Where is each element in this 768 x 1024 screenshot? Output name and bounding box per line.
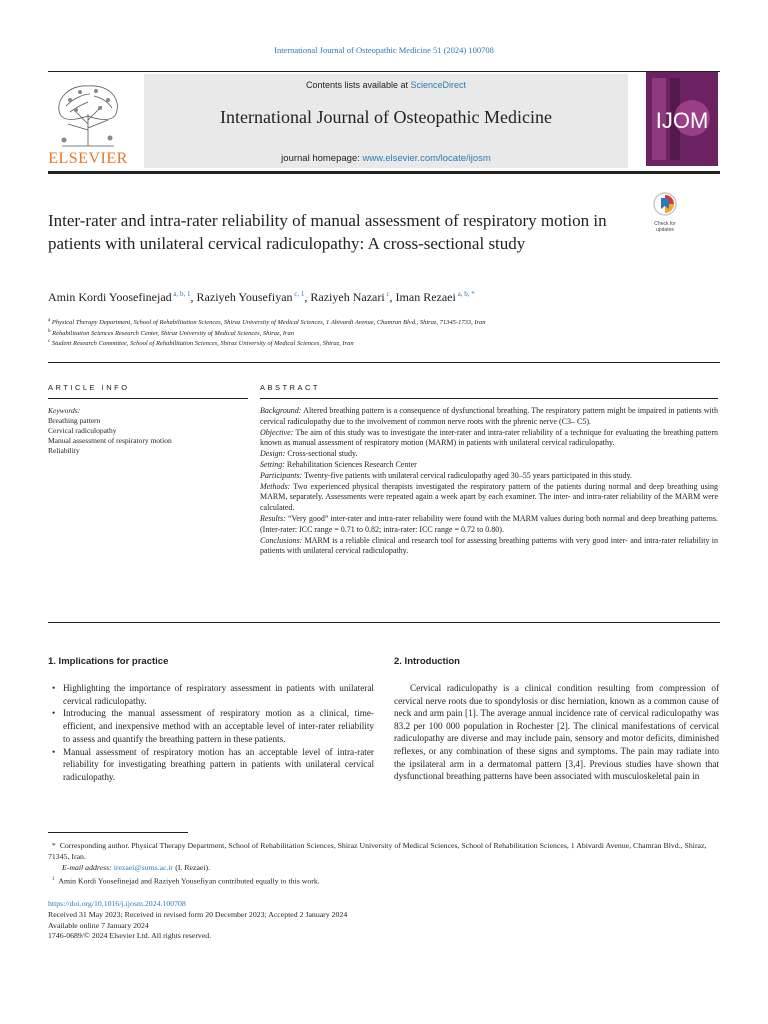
implication-text: Introducing the manual assessment of respiratory motion as a clinical, time-efficient, and inexpensive method with an acceptable level of inter-rater reliability to assess and quantify the breathing pattern in these patients. — [63, 708, 374, 744]
corresponding-text: Corresponding author. Physical Therapy Department, School of Rehabilitation Sciences, Shiraz University of Medical Sciences, School of Rehabilitation Sciences, 1 Abivardi Avenue, Chamran Blvd., Shiraz, 71345, Iran. — [48, 841, 707, 862]
bullet-dot-icon: • — [52, 683, 56, 693]
abstract-section-label: Setting: — [260, 459, 285, 469]
affiliation-text: Student Research Committee, School of Rehabilitation Sciences, Shiraz University of Medical Sciences, Shiraz, Iran — [50, 340, 354, 348]
elsevier-wordmark: ELSEVIER — [48, 150, 128, 167]
check-updates-icon — [652, 192, 678, 216]
abstract-section-label: Design: — [260, 449, 286, 459]
author-name: Iman Rezaei — [395, 290, 456, 304]
homepage-link[interactable]: www.elsevier.com/locate/ijosm — [362, 153, 491, 164]
affiliation-item — [48, 339, 728, 347]
equal-contribution-text: Amin Kordi Yoosefinejad and Raziyeh Yousefiyan contributed equally to this work. — [58, 876, 320, 886]
abstract-section — [260, 471, 718, 482]
author-affiliation-marks[interactable]: a, b, * — [455, 290, 475, 298]
abstract-section-label: Conclusions: — [260, 535, 303, 545]
author-separator: , — [190, 290, 197, 304]
header-top-rule — [48, 71, 720, 72]
abstract-section-text: Twenty-five patients with unilateral cervical radiculopathy aged 30–55 years participated in this study. — [302, 470, 632, 480]
copyright: 1746-0689/© 2024 Elsevier Ltd. All rights reserved. — [48, 931, 212, 941]
footnotes — [48, 840, 720, 886]
author-name: Amin Kordi Yoosefinejad — [48, 290, 172, 304]
abstract-section — [260, 406, 718, 428]
affiliation-item — [48, 318, 728, 326]
contents-line — [144, 80, 628, 90]
affiliation-mark: b — [48, 328, 51, 334]
author-list — [48, 290, 728, 305]
email-label: E-mail address: — [62, 863, 112, 873]
author-separator: , — [304, 290, 311, 304]
abstract-section-text: MARM is a reliable clinical and research tool for assessing breathing patterns with very good inter- and intra-rater reliability in patients with unilateral cervical radiculopathy. — [260, 535, 718, 556]
keyword-item: Manual assessment of respiratory motion — [48, 436, 172, 445]
abstract-section — [260, 536, 718, 558]
implications-list — [52, 682, 374, 784]
abstract-section — [260, 514, 718, 536]
abstract-section-text: The aim of this study was to investigate the inter-rater and intra-rater reliability of a technique for evaluating the breathing pattern known as manual assessment of respiratory motion (MARM) in patients with unilateral cervical radiculopathy. — [260, 427, 718, 448]
author-separator: , — [389, 290, 396, 304]
footnote-rule — [48, 832, 188, 833]
keyword-item: Cervical radiculopathy — [48, 426, 117, 435]
homepage-prefix: journal homepage: — [281, 153, 363, 164]
abstract-bottom-rule — [48, 622, 720, 623]
implication-bullet — [52, 707, 374, 745]
email-suffix: (I. Rezaei). — [173, 863, 211, 873]
introduction-heading: 2. Introduction — [394, 656, 460, 667]
check-updates-line1: Check for — [654, 221, 676, 227]
introduction-text: Cervical radiculopathy is a clinical condition resulting from compression of cervical nerve roots due to spondylosis or disc herniation, known as a common cause of neck and arm pain [1]. The average annual incidence rate of cervical radiculopathy was 83.2 per 100 000 population in Rochester [2]. The clinical manifestations of cervical radiculopathy are diverse and may include pain, sensory and motor deficits, diminished reflexes, or any combination of these signs and symptoms. The pain may radiate into the ipsilateral arm in a dermatomal pattern [3,4]. Previous studies have shown that dysfunctional breathing patterns have been associated with musculoskeletal pain in — [394, 683, 719, 782]
email-link[interactable]: irezaei@sums.ac.ir — [113, 863, 174, 873]
bullet-dot-icon: • — [52, 708, 56, 719]
publication-info — [48, 899, 720, 942]
equal-contribution-note: $^1$ Amin Kordi Yoosefinejad and Raziyeh Yousefiyan contributed equally to this work. — [51, 876, 320, 886]
article-title: Inter-rater and intra-rater reliability of manual assessment of respiratory motion in patients with unilateral cervical radiculopathy: A cross-sectional study — [48, 211, 607, 253]
journal-cover[interactable] — [646, 72, 718, 166]
author-name: Raziyeh Yousefiyan — [196, 290, 293, 304]
author-affiliation-marks[interactable]: a, b, 1 — [171, 290, 191, 298]
affiliation-mark: a — [48, 318, 51, 323]
author-affiliation-marks[interactable]: c — [384, 290, 390, 298]
keywords-list — [48, 416, 248, 456]
abstract-section-text: Two experienced physical therapists investigated the respiratory pattern of the patients during normal and deep breathing using MARM, separately. Assessments were repeated again a week apart by each examiner. The inter- and intra-rater reliability of the MARM were calculated. — [260, 481, 718, 513]
check-updates-label — [646, 221, 684, 233]
abstract-section-text: Rehabilitation Sciences Research Center — [284, 459, 417, 469]
affiliation-text: Physical Therapy Department, School of Rehabilitation Sciences, Shiraz University of Medical Sciences, 1 Abivardi Avenue, Chamran Blvd., Shiraz, 71345-1733, Iran — [50, 319, 486, 327]
sciencedirect-link[interactable]: ScienceDirect — [410, 80, 467, 90]
author-name: Raziyeh Nazari — [310, 290, 385, 304]
journal-cover-art — [646, 72, 718, 166]
implication-text: Highlighting the importance of respiratory assessment in patients with unilateral cervical radiculopathy. — [63, 683, 374, 706]
keyword-item: Reliability — [48, 446, 80, 455]
abstract-section — [260, 449, 718, 460]
keyword-item: Breathing pattern — [48, 416, 101, 425]
keywords-block — [48, 406, 248, 456]
abstract-section — [260, 482, 718, 514]
affiliation-mark: c — [48, 339, 51, 344]
doi-link[interactable]: https://doi.org/10.1016/j.ijosm.2024.100708 — [48, 899, 186, 908]
abstract-section — [260, 460, 718, 471]
abstract-section — [260, 428, 718, 450]
abstract-section-text: Altered breathing pattern is a consequence of dysfunctional breathing. The respiratory pattern might be impaired in patients with cervical radiculopathy due to the involvement of common nerve roots with the phrenic nerve (C3– C5). — [260, 406, 718, 426]
abstract-section-label: Objective: — [260, 427, 294, 437]
affiliation-item — [48, 329, 728, 337]
article-info-heading: ARTICLE INFO — [48, 383, 130, 392]
abstract-section-label: Participants: — [260, 470, 303, 480]
abstract-section-label: Methods: — [260, 481, 291, 491]
journal-cover-text: IJOM — [655, 108, 709, 133]
check-for-updates-badge[interactable] — [646, 192, 684, 232]
implications-heading: 1. Implications for practice — [48, 656, 169, 667]
available-online: Available online 7 January 2024 — [48, 920, 149, 930]
author-affiliation-marks[interactable]: c, 1 — [292, 290, 305, 298]
journal-name: International Journal of Osteopathic Medicine — [220, 107, 552, 127]
header-bottom-rule — [48, 171, 720, 174]
elsevier-tree-logo — [50, 80, 126, 148]
abstract-section-label: Results: — [260, 513, 286, 523]
check-updates-line2: updates — [656, 227, 674, 233]
email-note — [48, 862, 720, 873]
info-top-rule — [48, 362, 720, 363]
abstract-heading: ABSTRACT — [260, 383, 321, 392]
abstract-rule — [260, 398, 718, 399]
bullet-dot-icon: • — [52, 746, 56, 757]
abstract-section-label: Background: — [260, 406, 302, 415]
abstract-body — [260, 406, 718, 557]
homepage-line — [144, 153, 628, 164]
implication-bullet — [52, 682, 374, 707]
implication-text: Manual assessment of respiratory motion has an acceptable level of intra-rater reliability for investigating breathing pattern in patients with unilateral cervical radiculopathy. — [63, 746, 374, 782]
implication-bullet — [52, 746, 374, 784]
journal-reference[interactable]: International Journal of Osteopathic Medicine 51 (2024) 100708 — [274, 45, 494, 55]
corresponding-author-note: * Corresponding author. Physical Therapy Department, School of Rehabilitation Sciences, Shiraz University of Medical Sciences, School of Rehabilitation Sciences, 1 Abivardi Avenue, Chamran Blvd., Shiraz, 71345, Iran. — [48, 841, 707, 862]
publication-history: Received 31 May 2023; Received in revised form 20 December 2023; Accepted 2 January 2024 — [48, 909, 348, 919]
abstract-section-text: Cross-sectional study. — [285, 449, 358, 459]
keywords-label: Keywords: — [48, 406, 81, 415]
abstract-section-text: “Very good” inter-rater and intra-rater reliability were found with the MARM values during both normal and deep breathing patterns. (Inter-rater: ICC range = 0.71 to 0.82; intra-rater: ICC range = 0.72 to 0.80). — [260, 513, 718, 534]
article-info-rule — [48, 398, 248, 399]
contents-prefix: Contents lists available at — [305, 80, 411, 90]
affiliation-text: Rehabilitation Sciences Research Center, Shiraz University of Medical Sciences, Shiraz, Iran — [50, 329, 294, 337]
